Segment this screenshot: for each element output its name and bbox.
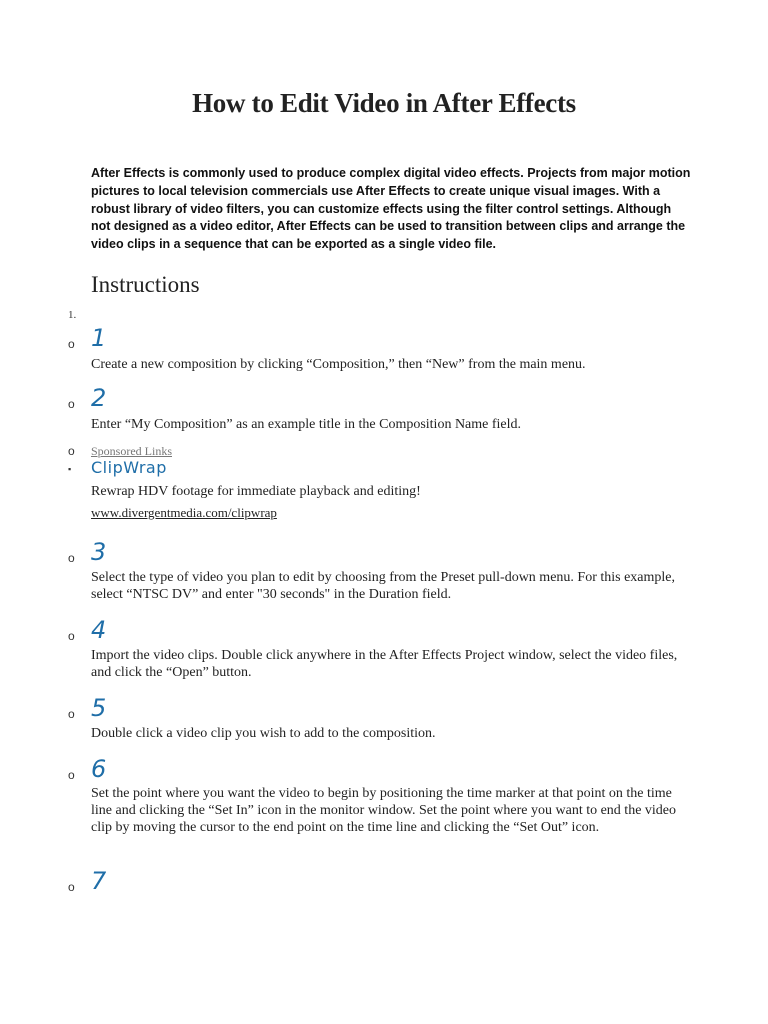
list-bullet: o: [68, 707, 75, 721]
list-bullet: o: [68, 768, 75, 782]
step-text: Select the type of video you plan to edit by choosing from the Preset pull-down menu. For this example, select “NTSC DV” and enter "30 seconds" in the Duration field.: [91, 570, 676, 602]
ad-title-link[interactable]: ClipWrap: [91, 458, 167, 477]
step-text: Double click a video clip you wish to add to the composition.: [91, 726, 436, 741]
sponsored-links-label[interactable]: Sponsored Links: [91, 444, 172, 458]
step-number: 2: [91, 384, 107, 412]
step-text: Create a new composition by clicking “Composition,” then “New” from the main menu.: [91, 357, 586, 372]
list-square-bullet: ▪: [68, 464, 72, 474]
list-bullet: o: [68, 337, 75, 351]
ad-url-link[interactable]: www.divergentmedia.com/clipwrap: [91, 505, 277, 520]
step-number: 4: [91, 616, 107, 644]
list-marker-1: 1.: [68, 309, 77, 321]
step-number: 1: [91, 324, 107, 352]
step-number: 3: [91, 538, 107, 566]
step-text: Set the point where you want the video to begin by positioning the time marker at that point on the time line and clicking the “Set In” icon in the monitor window. Set the point where you want to end the video clip by moving the cursor to the end point on the time line and clicking the “Set Out” icon.: [91, 786, 677, 835]
list-bullet: o: [68, 629, 75, 643]
step-text: Enter “My Composition” as an example title in the Composition Name field.: [91, 417, 522, 432]
step-number: 7: [91, 867, 107, 895]
list-bullet: o: [68, 551, 75, 565]
list-bullet: o: [68, 397, 75, 411]
instructions-heading: Instructions: [91, 272, 200, 297]
ad-description: Rewrap HDV footage for immediate playback and editing!: [91, 484, 421, 499]
list-bullet: o: [68, 880, 75, 894]
step-number: 6: [91, 755, 107, 783]
step-text: Import the video clips. Double click anywhere in the After Effects Project window, select the video files, and click the “Open” button.: [91, 648, 678, 680]
article-intro: After Effects is commonly used to produce complex digital video effects. Projects from major motion pictures to local television commercials use After Effects to create unique visual images. With a robust library of video filters, you can customize effects using the filter control settings. Although not designed as a video editor, After Effects can be used to transition between clips and arrange the video clips in a sequence that can be exported as a single video file.: [91, 166, 691, 252]
article-title: How to Edit Video in After Effects: [192, 88, 576, 118]
step-number: 5: [91, 694, 107, 722]
list-bullet: o: [68, 444, 75, 458]
